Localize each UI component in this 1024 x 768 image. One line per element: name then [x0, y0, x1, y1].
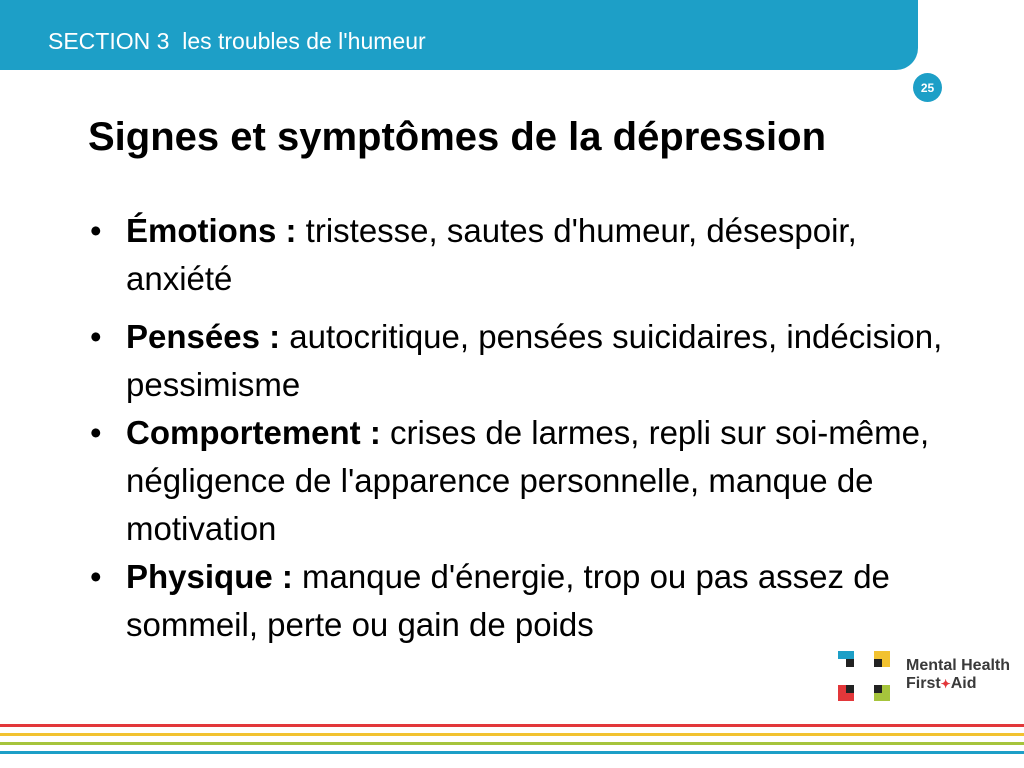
- logo-block-core-0: [846, 659, 854, 667]
- bullet-label: Physique :: [126, 558, 293, 595]
- list-item: [88, 409, 948, 553]
- header-bar: [0, 0, 918, 70]
- list-item: [88, 553, 948, 649]
- list-item: [88, 207, 948, 303]
- bullet-text: crises de larmes, repli sur soi-même, négligence de l'apparence personnelle, manque de motivation: [126, 414, 930, 547]
- logo-line-2: First✦Aid: [906, 675, 977, 692]
- footer-stripe: [0, 733, 1024, 736]
- footer-stripe: [0, 751, 1024, 754]
- logo-text: [906, 657, 1010, 693]
- footer-stripe: [0, 742, 1024, 745]
- page-number-badge: 25: [913, 73, 942, 102]
- bullet-label: Pensées :: [126, 318, 281, 355]
- bullet-text: manque d'énergie, trop ou pas assez de sommeil, perte ou gain de poids: [126, 558, 890, 643]
- section-header: [48, 28, 426, 55]
- slide-title: Signes et symptômes de la dépression: [88, 115, 827, 159]
- logo-line-1: Mental Health: [906, 657, 1011, 674]
- footer-stripe: [0, 724, 1024, 727]
- logo-block-core-2: [846, 685, 854, 693]
- logo-block-core-3: [874, 685, 882, 693]
- footer-stripes: [0, 718, 1024, 768]
- logo-mark-icon: [832, 645, 898, 707]
- bullet-text: autocritique, pensées suicidaires, indécision, pessimisme: [126, 318, 943, 403]
- bullet-label: Comportement :: [126, 414, 381, 451]
- logo-block-core-1: [874, 659, 882, 667]
- section-label: SECTION 3: [48, 28, 170, 54]
- mental-health-first-aid-logo: [832, 645, 1022, 707]
- bullet-label: Émotions :: [126, 212, 297, 249]
- symptom-list: [88, 207, 948, 649]
- section-subtitle: les troubles de l'humeur: [182, 28, 426, 54]
- maple-leaf-icon: ✦: [940, 677, 951, 691]
- bullet-text: tristesse, sautes d'humeur, désespoir, anxiété: [126, 212, 857, 297]
- list-item: [88, 313, 948, 409]
